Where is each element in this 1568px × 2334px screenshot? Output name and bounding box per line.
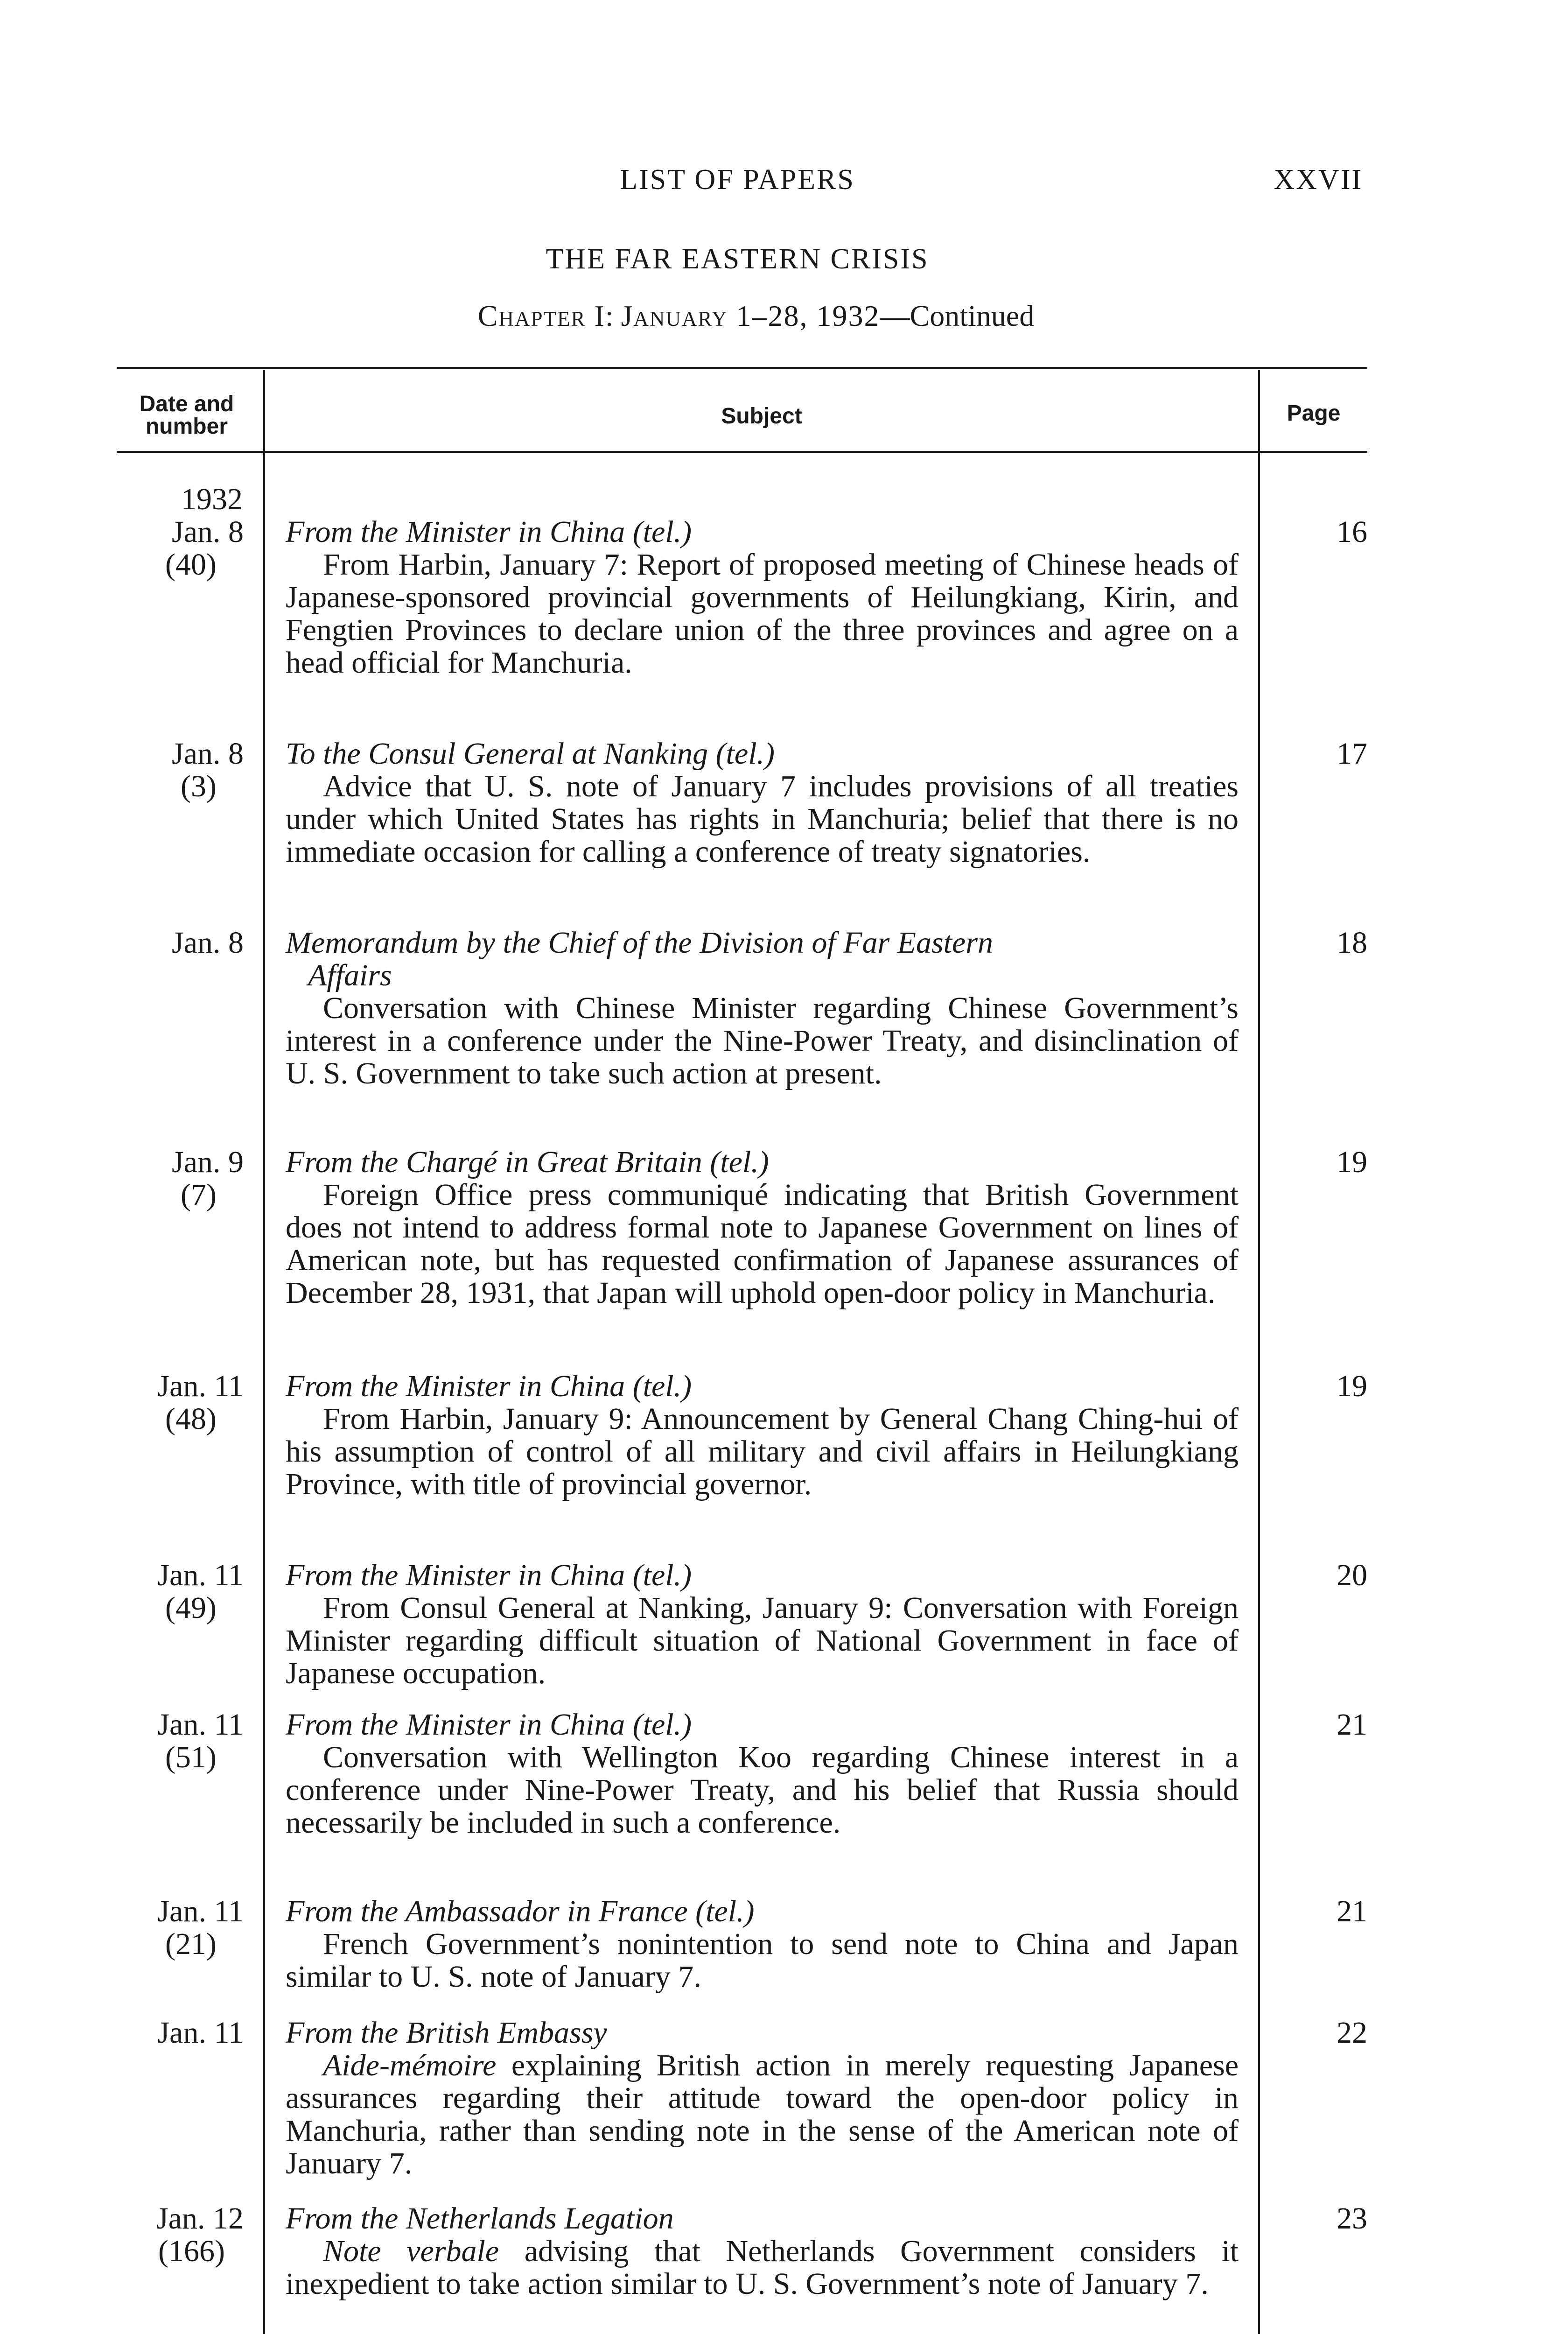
entry-subject: [286, 1146, 1239, 1309]
entry-date: [112, 2202, 244, 2268]
column-header-date: [117, 393, 257, 438]
chapter-separator: :: [605, 299, 614, 332]
chapter-label: Chapter I: [477, 299, 605, 332]
running-head: [0, 163, 1568, 205]
entry-date-text: Jan. 11: [157, 1708, 244, 1742]
entry-heading: From the Ambassador in France (tel.): [286, 1894, 755, 1928]
entry-heading-continued: Affairs: [308, 958, 392, 992]
entry-number: (40): [165, 548, 217, 582]
table-top-rule: [117, 367, 1367, 369]
entry-page: 19: [1337, 1145, 1367, 1179]
entry-page: 23: [1337, 2201, 1367, 2236]
entry-description-rest: explaining British action in merely requesting Japanese assurances regarding their attitude toward the open-door policy in Manchuria, rather than sending note in the sense of the American note of January 7.: [286, 2048, 1239, 2180]
entry-subject: [286, 1895, 1239, 1993]
entry-description-rest: advising that Netherlands Government considers it inexpedient to take action similar to U. S. Government’s note of January 7.: [286, 2234, 1239, 2301]
column-header-subject: Subject: [721, 404, 802, 429]
entry-heading: From the British Embassy: [286, 2016, 607, 2050]
entry-number: (48): [165, 1402, 217, 1436]
entry-description: From Harbin, January 7: Report of proposed meeting of Chinese heads of Japanese-sponsored provincial governments of Heilungkiang, Kirin, and Fengtien Provinces to declare union of the three provinces and agree on a head official for Manchuria.: [286, 548, 1239, 680]
chapter-title: [0, 299, 1512, 333]
entry-heading: From the Minister in China (tel.): [286, 1369, 692, 1403]
entry-description: Conversation with Wellington Koo regarding Chinese interest in a conference under Nine-Power Treaty, and his belief that Russia should necessarily be included in such a conference.: [286, 1740, 1239, 1840]
entry-description: French Government’s nonintention to send note to China and Japan similar to U. S. note of January 7.: [286, 1927, 1239, 1994]
entry-page: 22: [1337, 2016, 1367, 2050]
entry-date: [112, 1370, 244, 1435]
entry-heading: From the Minister in China (tel.): [286, 515, 692, 549]
column-divider-right: [1258, 370, 1260, 2334]
entry-subject: [286, 1559, 1239, 1690]
entry-description: [286, 2235, 1239, 2300]
entry-subject: [286, 516, 1239, 679]
entry-subject: [286, 927, 1239, 1090]
entry-date-text: Jan. 8: [172, 926, 244, 960]
entry-subject: [286, 738, 1239, 868]
entry-date: [112, 1146, 244, 1211]
column-header-date-label: Date and number: [139, 392, 234, 439]
entry-date: [112, 1895, 244, 1961]
entry-page: 21: [1337, 1894, 1367, 1928]
column-header-page: Page: [1287, 401, 1341, 426]
year-label: 1932: [181, 482, 243, 516]
entry-description-lead: Note verbale: [323, 2234, 499, 2268]
entry-description-lead: Aide-mémoire: [323, 2048, 497, 2082]
entry-date: [112, 927, 244, 959]
entry-heading: From the Netherlands Legation: [286, 2201, 674, 2236]
entry-heading: Memorandum by the Chief of the Division of Far Eastern: [286, 926, 993, 960]
entry-description: From Harbin, January 9: Announcement by General Chang Ching-hui of his assumption of control of all military and civil affairs in Heilungkiang Province, with title of provincial governor.: [286, 1402, 1239, 1501]
entry-number: (166): [158, 2234, 225, 2268]
column-divider-left: [263, 370, 265, 2334]
entry-page: 20: [1337, 1558, 1367, 1592]
entry-number: (7): [181, 1178, 217, 1212]
entry-date: [112, 738, 244, 803]
entry-page: 17: [1337, 737, 1367, 771]
entry-date-text: Jan. 11: [157, 1369, 244, 1403]
entry-subject: [286, 2017, 1239, 2180]
entry-number: (3): [181, 769, 217, 803]
entry-date: [112, 1708, 244, 1774]
entry-date-text: Jan. 11: [157, 1558, 244, 1592]
entry-subject: [286, 2202, 1239, 2300]
running-head-title: LIST OF PAPERS: [620, 164, 855, 196]
entry-subject: [286, 1370, 1239, 1501]
entry-date: [112, 516, 244, 581]
entry-number: (49): [165, 1591, 217, 1625]
entry-description: Foreign Office press communiqué indicating that British Government does not intend to address formal note to Japanese Government on lines of American note, but has requested confirmation of Japanese assurances of December 28, 1931, that Japan will uphold open-door policy in Manchuria.: [286, 1178, 1239, 1310]
entry-number: (21): [165, 1927, 217, 1961]
entry-description: Advice that U. S. note of January 7 includes provisions of all treaties under which United States has rights in Manchuria; belief that there is no immediate occasion for calling a conference of treaty signatories.: [286, 769, 1239, 869]
entry-description: Conversation with Chinese Minister regarding Chinese Government’s interest in a conference under the Nine-Power Treaty, and disinclination of U. S. Government to take such action at present.: [286, 991, 1239, 1090]
section-title: THE FAR EASTERN CRISIS: [546, 243, 929, 275]
entry-date-text: Jan. 11: [157, 1894, 244, 1928]
chapter-dates: January 1–28, 1932: [621, 299, 880, 332]
entry-page: 18: [1337, 926, 1367, 960]
page-number: XXVII: [1274, 164, 1363, 196]
entry-date: [112, 1559, 244, 1624]
entry-date-text: Jan. 8: [172, 515, 244, 549]
entry-page: 21: [1337, 1708, 1367, 1742]
entry-heading: From the Chargé in Great Britain (tel.): [286, 1145, 769, 1179]
entry-date-text: Jan. 8: [172, 737, 244, 771]
chapter-suffix: —Continued: [880, 299, 1035, 332]
entry-number: (51): [165, 1740, 217, 1774]
entry-date-text: Jan. 11: [157, 2016, 244, 2050]
entry-page: 16: [1337, 515, 1367, 549]
entry-date-text: Jan. 12: [156, 2201, 244, 2236]
entry-page: 19: [1337, 1369, 1367, 1403]
entry-subject: [286, 1708, 1239, 1839]
entry-description: From Consul General at Nanking, January 9: Conversation with Foreign Minister regarding difficult situation of National Government in face of Japanese occupation.: [286, 1591, 1239, 1690]
entry-heading: From the Minister in China (tel.): [286, 1558, 692, 1592]
table-header-rule: [117, 451, 1367, 453]
entry-heading: To the Consul General at Nanking (tel.): [286, 737, 775, 771]
entry-heading: From the Minister in China (tel.): [286, 1708, 692, 1742]
entry-date-text: Jan. 9: [172, 1145, 244, 1179]
entry-description: [286, 2049, 1239, 2180]
entry-date: [112, 2017, 244, 2049]
